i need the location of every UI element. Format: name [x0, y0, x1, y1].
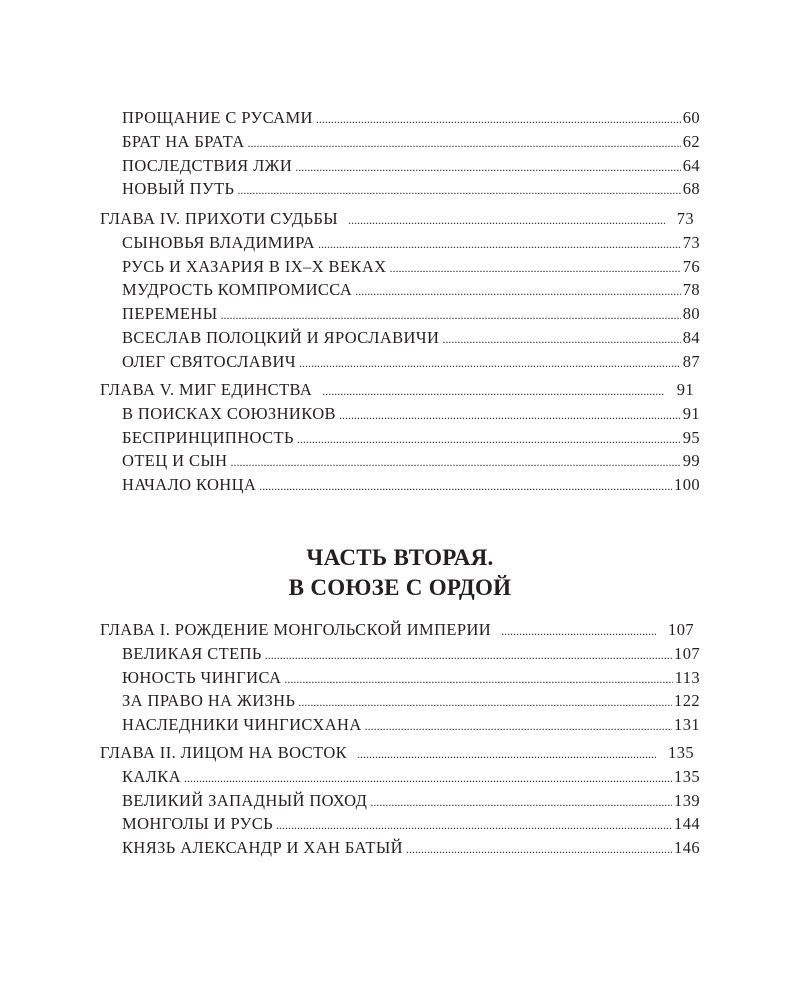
toc-entry[interactable]: [100, 156, 700, 180]
toc-entry-title: ГЛАВА IV. ПРИХОТИ СУДЬБЫ: [100, 209, 339, 228]
dot-leader: [406, 842, 672, 857]
dot-leader: [221, 308, 681, 323]
toc-entry-page-number: 84: [682, 327, 700, 347]
dot-leader: [276, 818, 672, 833]
dot-leader: [297, 432, 681, 447]
toc-entry[interactable]: [100, 404, 700, 428]
toc-group-2: [100, 209, 700, 376]
toc-chapter-entry[interactable]: [100, 743, 700, 767]
part-two-title-line2: В СОЮЗЕ С ОРДОЙ: [288, 575, 512, 600]
toc-group-1: [100, 108, 700, 203]
toc-entry-title: ОЛЕГ СВЯТОСЛАВИЧ: [122, 351, 296, 371]
toc-entry-page-number: 135: [668, 743, 694, 762]
toc-entry-title: ЗА ПРАВО НА ЖИЗНЬ: [122, 691, 296, 711]
toc-group-3: [100, 380, 700, 499]
toc-entry[interactable]: [100, 715, 700, 739]
toc-entry[interactable]: [100, 304, 700, 328]
toc-entry[interactable]: [100, 257, 700, 281]
toc-entry-title: ВСЕСЛАВ ПОЛОЦКИЙ И ЯРОСЛАВИЧИ: [122, 327, 440, 347]
toc-entry[interactable]: [100, 767, 700, 791]
toc-entry[interactable]: [100, 280, 700, 304]
toc-entry-page-number: 78: [682, 280, 700, 300]
toc-entry-page-number: 131: [674, 715, 700, 735]
toc-entry-page-number: 91: [676, 380, 694, 399]
dot-leader: [501, 624, 656, 639]
toc-entry-page-number: 144: [674, 814, 700, 834]
toc-chapter-entry[interactable]: [100, 209, 700, 233]
toc-entry-title: ОТЕЦ И СЫН: [122, 451, 228, 471]
toc-entry-title: БЕСПРИНЦИПНОСТЬ: [122, 427, 294, 447]
toc-entry-title: ПРОЩАНИЕ С РУСАМИ: [122, 108, 313, 127]
toc-entry-page-number: 80: [682, 304, 700, 324]
dot-leader: [299, 356, 681, 371]
toc-entry[interactable]: [100, 668, 700, 692]
part-two-title-line1: ЧАСТЬ ВТОРАЯ.: [306, 545, 494, 570]
toc-entry[interactable]: [100, 838, 700, 862]
dot-leader: [339, 408, 681, 423]
toc-entry[interactable]: [100, 233, 700, 257]
dot-leader: [355, 284, 680, 299]
toc-entry-page-number: 95: [682, 427, 700, 447]
toc-entry-title: СЫНОВЬЯ ВЛАДИМИРА: [122, 232, 315, 252]
toc-entry-page-number: 73: [676, 209, 694, 228]
toc-group-5: [100, 743, 700, 862]
dot-leader: [348, 213, 665, 228]
toc-entry[interactable]: [100, 328, 700, 352]
dot-leader: [442, 332, 680, 347]
toc-entry[interactable]: [100, 132, 700, 156]
toc-entry-title: КАЛКА: [122, 766, 182, 786]
toc-entry-title: ВЕЛИКАЯ СТЕПЬ: [122, 643, 262, 663]
toc-chapter-entry[interactable]: [100, 380, 700, 404]
toc-entry-title: ГЛАВА I. РОЖДЕНИЕ МОНГОЛЬСКОЙ ИМПЕРИИ: [100, 620, 492, 639]
toc-entry[interactable]: [100, 352, 700, 376]
dot-leader: [389, 261, 680, 276]
toc-entry[interactable]: [100, 644, 700, 668]
dot-leader: [298, 695, 672, 710]
toc-entry-title: МОНГОЛЫ И РУСЬ: [122, 814, 273, 834]
dot-leader: [248, 136, 681, 151]
toc-entry-page-number: 113: [674, 667, 700, 687]
toc-entry-title: КНЯЗЬ АЛЕКСАНДР И ХАН БАТЫЙ: [122, 838, 403, 858]
toc-chapter-entry[interactable]: [100, 620, 700, 644]
toc-entry[interactable]: [100, 108, 700, 132]
toc-entry[interactable]: [100, 451, 700, 475]
toc-entry-page-number: 135: [674, 766, 700, 786]
toc-entry-title: НАСЛЕДНИКИ ЧИНГИСХАНА: [122, 715, 362, 735]
toc-entry-title: ПЕРЕМЕНЫ: [122, 304, 218, 324]
dot-leader: [259, 479, 672, 494]
toc-entry-page-number: 87: [682, 351, 700, 371]
dot-leader: [284, 672, 672, 687]
toc-entry-page-number: 73: [682, 232, 700, 252]
toc-entry-page-number: 139: [674, 790, 700, 810]
toc-entry-page-number: 107: [674, 643, 700, 663]
dot-leader: [316, 112, 681, 127]
toc-entry-page-number: 91: [682, 403, 700, 423]
toc-entry[interactable]: [100, 691, 700, 715]
dot-leader: [230, 455, 680, 470]
toc-entry[interactable]: [100, 475, 700, 499]
toc-entry-title: БРАТ НА БРАТА: [122, 131, 245, 151]
toc-entry-title: ВЕЛИКИЙ ЗАПАДНЫЙ ПОХОД: [122, 790, 368, 810]
dot-leader: [318, 237, 681, 252]
toc-entry-page-number: 60: [682, 108, 700, 127]
toc-entry-title: В ПОИСКАХ СОЮЗНИКОВ: [122, 403, 336, 423]
toc-entry[interactable]: [100, 791, 700, 815]
toc-entry-page-number: 76: [682, 256, 700, 276]
toc-entry-page-number: 64: [682, 155, 700, 175]
toc-entry-title: ГЛАВА V. МИГ ЕДИНСТВА: [100, 380, 313, 399]
toc-entry-page-number: 68: [682, 179, 700, 199]
toc-entry-title: РУСЬ И ХАЗАРИЯ В IX–X ВЕКАХ: [122, 256, 387, 276]
toc-entry[interactable]: [100, 428, 700, 452]
dot-leader: [357, 747, 656, 762]
toc-entry-page-number: 122: [674, 691, 700, 711]
toc-entry-page-number: 62: [682, 131, 700, 151]
dot-leader: [322, 384, 664, 399]
dot-leader: [365, 719, 672, 734]
toc-entry-page-number: 99: [682, 451, 700, 471]
toc-entry[interactable]: [100, 814, 700, 838]
toc-entry-title: ПОСЛЕДСТВИЯ ЛЖИ: [122, 155, 293, 175]
dot-leader: [237, 183, 680, 198]
toc-entry-title: ЮНОСТЬ ЧИНГИСА: [122, 667, 282, 687]
dot-leader: [184, 771, 672, 786]
toc-entry[interactable]: [100, 179, 700, 203]
toc-entry-title: НАЧАЛО КОНЦА: [122, 475, 257, 495]
dot-leader: [370, 795, 672, 810]
toc-entry-page-number: 100: [674, 475, 700, 495]
toc-entry-title: НОВЫЙ ПУТЬ: [122, 179, 235, 199]
toc-entry-page-number: 146: [674, 838, 700, 858]
dot-leader: [265, 648, 672, 663]
toc-entry-title: МУДРОСТЬ КОМПРОМИССА: [122, 280, 353, 300]
toc-entry-page-number: 107: [668, 620, 694, 639]
dot-leader: [295, 160, 681, 175]
toc-entry-title: ГЛАВА II. ЛИЦОМ НА ВОСТОК: [100, 743, 348, 762]
toc-group-4: [100, 620, 700, 739]
